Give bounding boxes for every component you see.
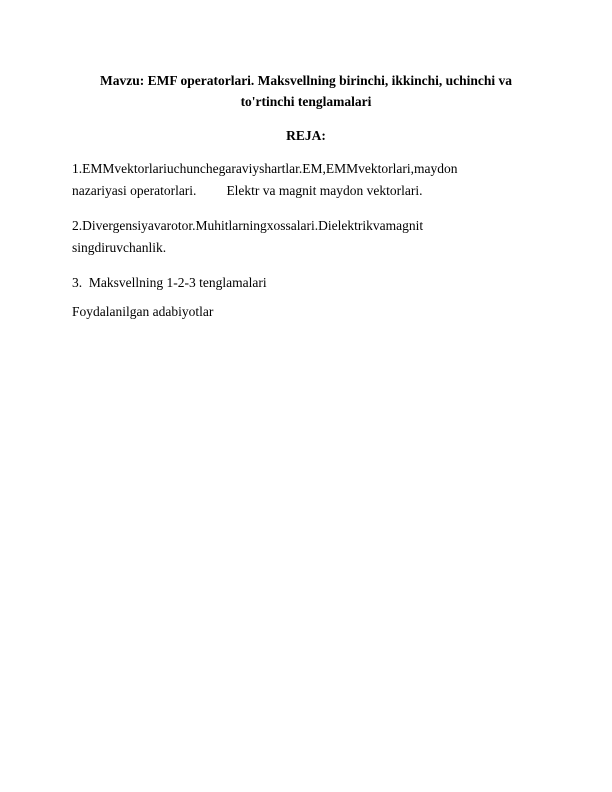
word: rotor. bbox=[166, 218, 196, 233]
plan-item-2 bbox=[72, 215, 540, 259]
plan-item-2-line-2: singdiruvchanlik. bbox=[72, 240, 167, 255]
word: va bbox=[153, 218, 167, 233]
plan-item-1 bbox=[72, 158, 540, 202]
references-text: Foydalanilgan adabiyotlar bbox=[72, 304, 214, 319]
plan-item-3-text: 3. Maksvellning 1-2-3 tenglamalari bbox=[72, 275, 267, 290]
title-line-1: Mavzu: EMF operatorlari. Maksvellning birinchi, ikkinchi, uchinchi va bbox=[99, 73, 513, 88]
word: magnit bbox=[385, 218, 424, 233]
word: Divergensiya bbox=[82, 218, 154, 233]
plan-item-1-line-2-part-2: Elektr va magnit maydon vektorlari. bbox=[226, 183, 423, 198]
word: maydon bbox=[413, 161, 458, 176]
word: va bbox=[372, 218, 386, 233]
plan-item-2-line-1 bbox=[72, 215, 540, 237]
word: shartlar.EM, bbox=[259, 161, 326, 176]
plan-item-1-line-2 bbox=[72, 180, 540, 202]
word: vektorlari bbox=[114, 161, 167, 176]
word: vektorlari, bbox=[358, 161, 414, 176]
plan-item-1-line-1 bbox=[72, 158, 540, 180]
references-heading bbox=[72, 301, 540, 323]
plan-item-1-line-2-part-1: nazariyasi operatorlari. bbox=[72, 183, 197, 198]
document-title bbox=[72, 70, 540, 112]
word: 1. bbox=[72, 161, 83, 176]
plan-item-3 bbox=[72, 272, 540, 294]
word: xossalari. bbox=[266, 218, 319, 233]
title-line-2: to'rtinchi tenglamalari bbox=[240, 94, 372, 109]
word: uchun bbox=[166, 161, 200, 176]
word: 2. bbox=[72, 218, 83, 233]
word: chegaraviy bbox=[199, 161, 260, 176]
plan-heading: REJA: bbox=[286, 128, 326, 143]
word: Dielektrik bbox=[318, 218, 373, 233]
word: Muhitlarning bbox=[195, 218, 267, 233]
word: EMM bbox=[82, 161, 115, 176]
word: EMM bbox=[325, 161, 359, 176]
